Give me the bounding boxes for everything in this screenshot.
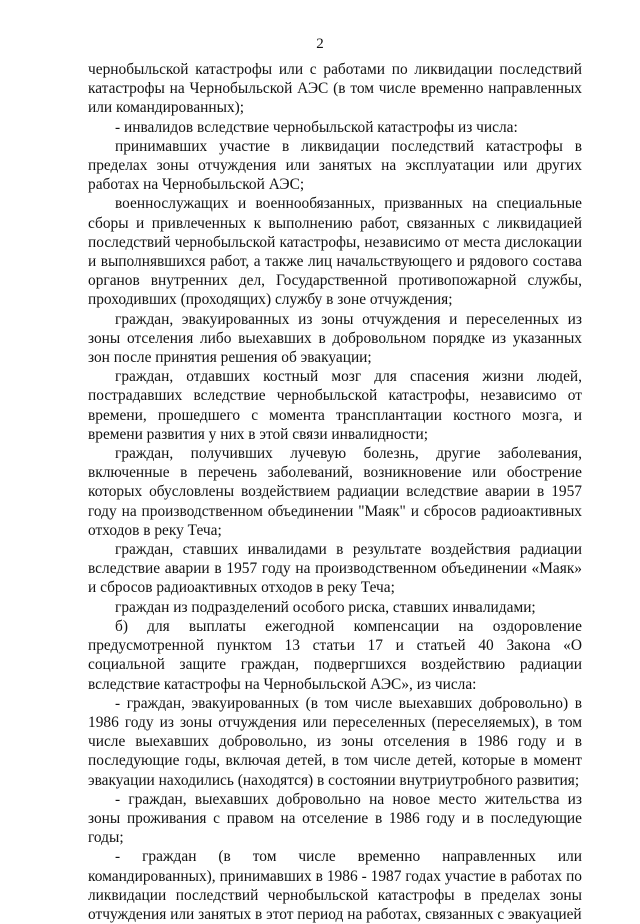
paragraph-compensation: б) для выплаты ежегодной компенсации на оздоровление предусмотренной пунктом 13 статьи 17 и статьей 40 Закона «О социальной защите граждан, подвергшихся воздействию радиации вследствие катастрофы на Чернобыльской АЭС», из числа: [88,617,582,693]
paragraph-continuation: чернобыльской катастрофы или с работами по ликвидации последствий катастрофы на Чернобыльской АЭС (в том числе временно направленных или командированных); [88,61,582,117]
body-text [88,60,582,924]
paragraph-disabled-intro: - инвалидов вследствие чернобыльской катастрофы из числа: [115,118,518,136]
paragraph-voluntary-relocation: - граждан, выехавших добровольно на новое место жительства из зоны проживания с правом на отселение в 1986 году и в последующие годы; [88,790,582,847]
page-number: 2 [316,36,324,52]
paragraph-radiation-sickness: граждан, получивших лучевую болезнь, другие заболевания, включенные в перечень заболеваний, возникновение или обострение которых обусловлены воздействием радиации вследствие аварии в 1957 году на производственном объединении "Маяк" и сбросов радиоактивных отходов в реку Теча; [88,445,582,539]
paragraph-mayak-disabled: граждан, ставших инвалидами в результате воздействия радиации вследствие аварии в 1957 году на производственном объединении «Маяк» и сбросов радиоактивных отходов в реку Теча; [88,541,582,597]
paragraph-evacuated: граждан, эвакуированных из зоны отчуждения и переселенных из зоны отселения либо выехавших в добровольном порядке из указанных зон после принятия решения об эвакуации; [88,310,582,367]
paragraph-special-risk: граждан из подразделений особого риска, ставших инвалидами; [115,598,536,616]
paragraph-participants-1986-1987: - граждан (в том числе временно направленных или командированных), принимавших в 1986 - 1987 годах участие в работах по ликвидации последствий чернобыльской катастрофы в пределах зоны отчуждения или занятых в этот период на работах, связанных с эвакуацией [88,848,582,923]
paragraph-evacuated-1986: - граждан, эвакуированных (в том числе выехавших добровольно) в 1986 году из зоны отчуждения или переселенных (переселяемых), в том числе выехавших добровольно, из зоны отселения в 1986 году и в последующие годы, включая детей, в том числе детей, которые в момент эвакуации находились (находятся) в состоянии внутриутробного развития; [88,694,582,789]
paragraph-liquidators: принимавших участие в ликвидации последствий катастрофы в пределах зоны отчуждения или занятых на эксплуатации или других работах на Чернобыльской АЭС; [88,137,582,194]
paragraph-bone-marrow: граждан, отдавших костный мозг для спасения жизни людей, пострадавших вследствие чернобыльской катастрофы, независимо от времени, прошедшего с момента трансплантации костного мозга, и времени развития у них в этой связи инвалидности; [88,368,582,443]
paragraph-military: военнослужащих и военнообязанных, призванных на специальные сборы и привлеченных к выполнению работ, связанных с ликвидацией последствий чернобыльской катастрофы, независимо от места дислокации и выполнявшихся работ, а также лиц начальствующего и рядового состава органов внутренних дел, Государственной противопожарной службы, проходивших (проходящих) службу в зоне отчуждения; [88,195,582,309]
